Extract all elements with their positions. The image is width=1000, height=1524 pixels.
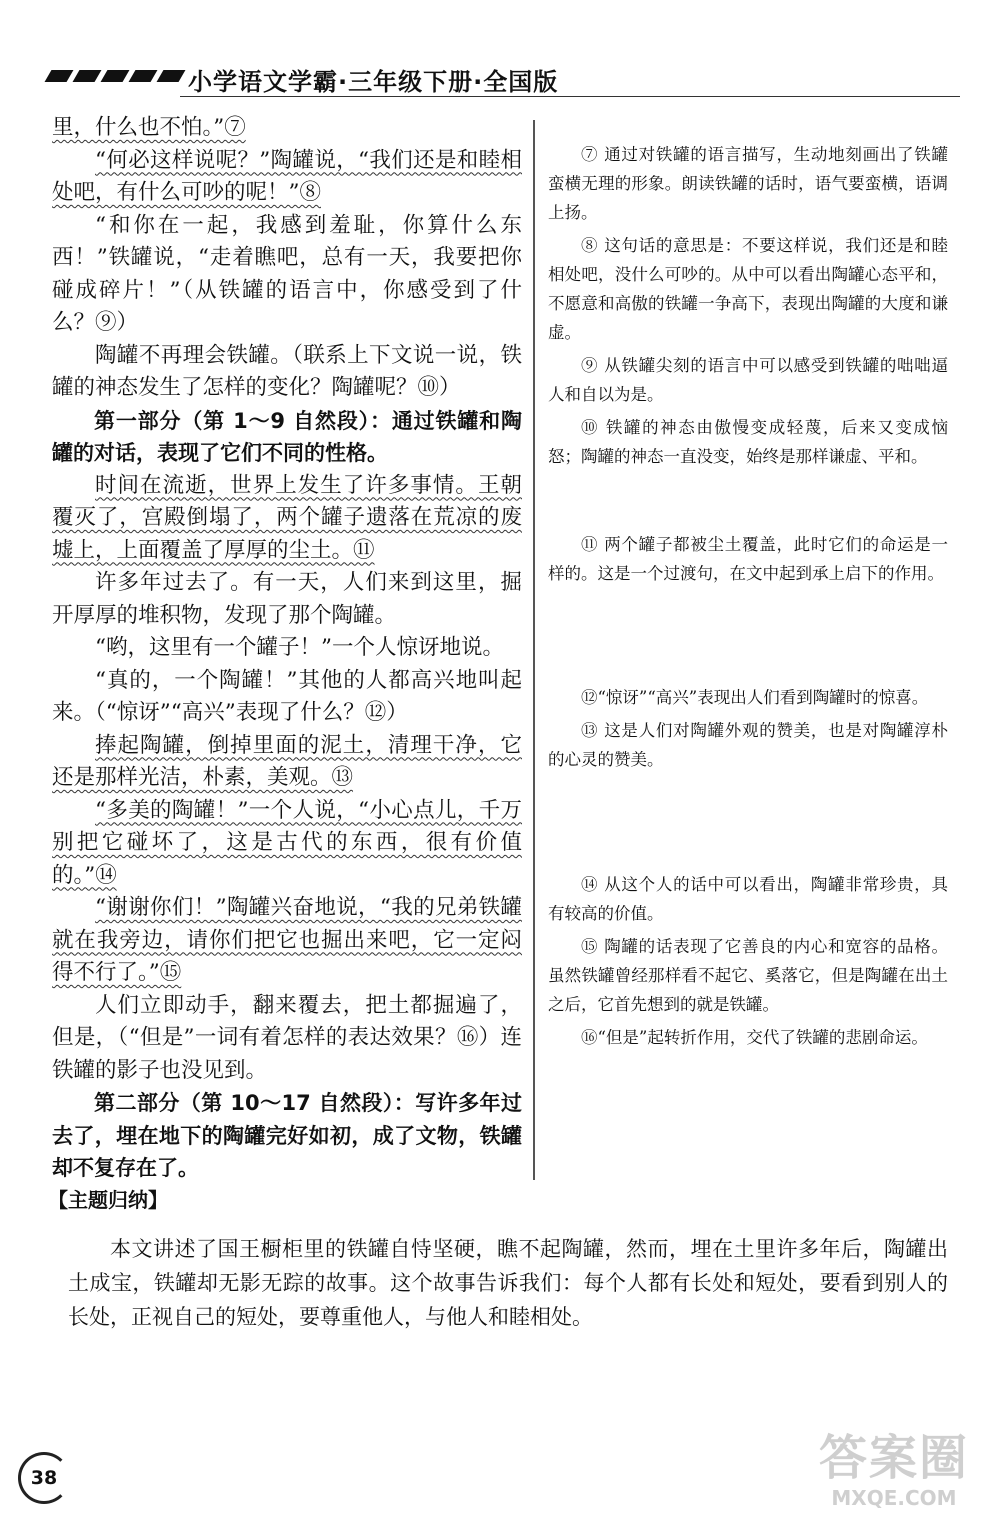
watermark-url: MXQE.COM (831, 1486, 957, 1510)
section-summary-1: 第一部分（第 1～9 自然段）：通过铁罐和陶罐的对话，表现了它们不同的性格。 (52, 408, 522, 465)
paragraph-text: 里，什么也不怕。”⑦ (52, 115, 246, 140)
paragraph: 人们立即动手，翻来覆去，把土都掘遍了，但是，（“但是”一词有着怎样的表达效果？⑯）连铁罐的影子也没见到。 (52, 992, 522, 1083)
paragraph-text: 时间在流逝，世界上发生了许多事情。王朝覆灭了，宫殿倒塌了，两个罐子遗落在荒凉的废墟上，上面覆盖了厚厚的尘土。⑪ (52, 472, 522, 563)
note-group-1 (548, 140, 948, 475)
paragraph-text: “多美的陶罐！”一个人说，“小心点儿，千万别把它碰坏了，这是古代的东西，很有价值的。”⑭ (52, 797, 522, 888)
header-decoration (48, 70, 182, 82)
note: ⑫“惊讶”“高兴”表现出人们看到陶罐时的惊喜。 (581, 688, 929, 707)
note: ⑩ 铁罐的神态由傲慢变成轻蔑，后来又变成恼怒；陶罐的神态一直没变，始终是那样谦虚、平和。 (548, 418, 948, 466)
theme-summary (68, 1232, 948, 1334)
book-title: 小学语文学霸·三年级下册·全国版 (188, 68, 559, 96)
paragraph: “和你在一起，我感到羞耻，你算什么东西！”铁罐说，“走着瞧吧，总有一天，我要把你碰成碎片！”（从铁罐的语言中，你感受到了什么？⑨） (52, 212, 522, 335)
note: ⑭ 从这个人的话中可以看出，陶罐非常珍贵，具有较高的价值。 (548, 875, 948, 923)
paragraph: “真的，一个陶罐！”其他的人都高兴地叫起来。（“惊讶”“高兴”表现了什么？⑫） (52, 667, 522, 725)
note: ⑬ 这是人们对陶罐外观的赞美，也是对陶罐淳朴的心灵的赞美。 (548, 721, 948, 769)
section-summary-2: 第二部分（第 10～17 自然段）：写许多年过去了，埋在地下的陶罐完好如初，成了文物，铁罐却不复存在了。 (52, 1091, 522, 1180)
paragraph (52, 470, 522, 568)
page-number: 38 (18, 1452, 70, 1504)
theme-text: 本文讲述了国王橱柜里的铁罐自恃坚硬，瞧不起陶罐，然而，埋在土里许多年后，陶罐出土成宝，铁罐却无影无踪的故事。这个故事告诉我们：每个人都有长处和短处，要看到别人的长处，正视自己的短处，要尊重他人，与他人和睦相处。 (68, 1237, 948, 1329)
note: ⑪ 两个罐子都被尘土覆盖，此时它们的命运是一样的。这是一个过渡句，在文中起到承上启下的作用。 (548, 535, 948, 583)
paragraph-text: “何必这样说呢？”陶罐说，“我们还是和睦相处吧，有什么可吵的呢！”⑧ (52, 147, 522, 205)
main-text-column (52, 112, 522, 1185)
paragraph (52, 112, 522, 145)
note: ⑨ 从铁罐尖刻的语言中可以感受到铁罐的咄咄逼人和自以为是。 (548, 356, 948, 404)
note: ⑯“但是”起转折作用，交代了铁罐的悲剧命运。 (581, 1028, 928, 1047)
note: ⑦ 通过对铁罐的语言描写，生动地刻画出了铁罐蛮横无理的形象。朗读铁罐的话时，语气要蛮横，语调上扬。 (548, 145, 948, 222)
theme-heading: 【主题归纳】 (48, 1188, 168, 1212)
note: ⑮ 陶罐的话表现了它善良的内心和宽容的品格。虽然铁罐曾经那样看不起它、奚落它，但是陶罐在出土之后，它首先想到的就是铁罐。 (548, 937, 948, 1014)
note-group-2 (548, 530, 948, 592)
note: ⑧ 这句话的意思是：不要这样说，我们还是和睦相处吧，没什么可吵的。从中可以看出陶罐心态平和，不愿意和高傲的铁罐一争高下，表现出陶罐的大度和谦虚。 (548, 236, 948, 342)
paragraph-text: 捧起陶罐，倒掉里面的泥土，清理干净，它还是那样光洁，朴素，美观。⑬ (52, 732, 522, 790)
watermark-text: 答案圈 (818, 1430, 969, 1486)
paragraph (52, 730, 522, 795)
paragraph (52, 145, 522, 210)
header-rule (180, 96, 960, 97)
paragraph-text: “谢谢你们！”陶罐兴奋地说，“我的兄弟铁罐就在我旁边，请你们把它也掘出来吧，它一定闷得不行了。”⑮ (52, 895, 522, 985)
paragraph (52, 795, 522, 893)
note-group-3 (548, 683, 948, 778)
paragraph (52, 892, 522, 990)
note-group-4 (548, 870, 948, 1056)
paragraph: 许多年过去了。有一天，人们来到这里，掘开厚厚的堆积物，发现了那个陶罐。 (52, 570, 522, 628)
column-divider (533, 120, 535, 1180)
watermark-logo (796, 1430, 992, 1520)
paragraph: 陶罐不再理会铁罐。（联系上下文说一说，铁罐的神态发生了怎样的变化？陶罐呢？⑩） (52, 342, 522, 400)
page-header (40, 62, 960, 98)
paragraph: “哟，这里有一个罐子！”一个人惊讶地说。 (95, 635, 504, 660)
